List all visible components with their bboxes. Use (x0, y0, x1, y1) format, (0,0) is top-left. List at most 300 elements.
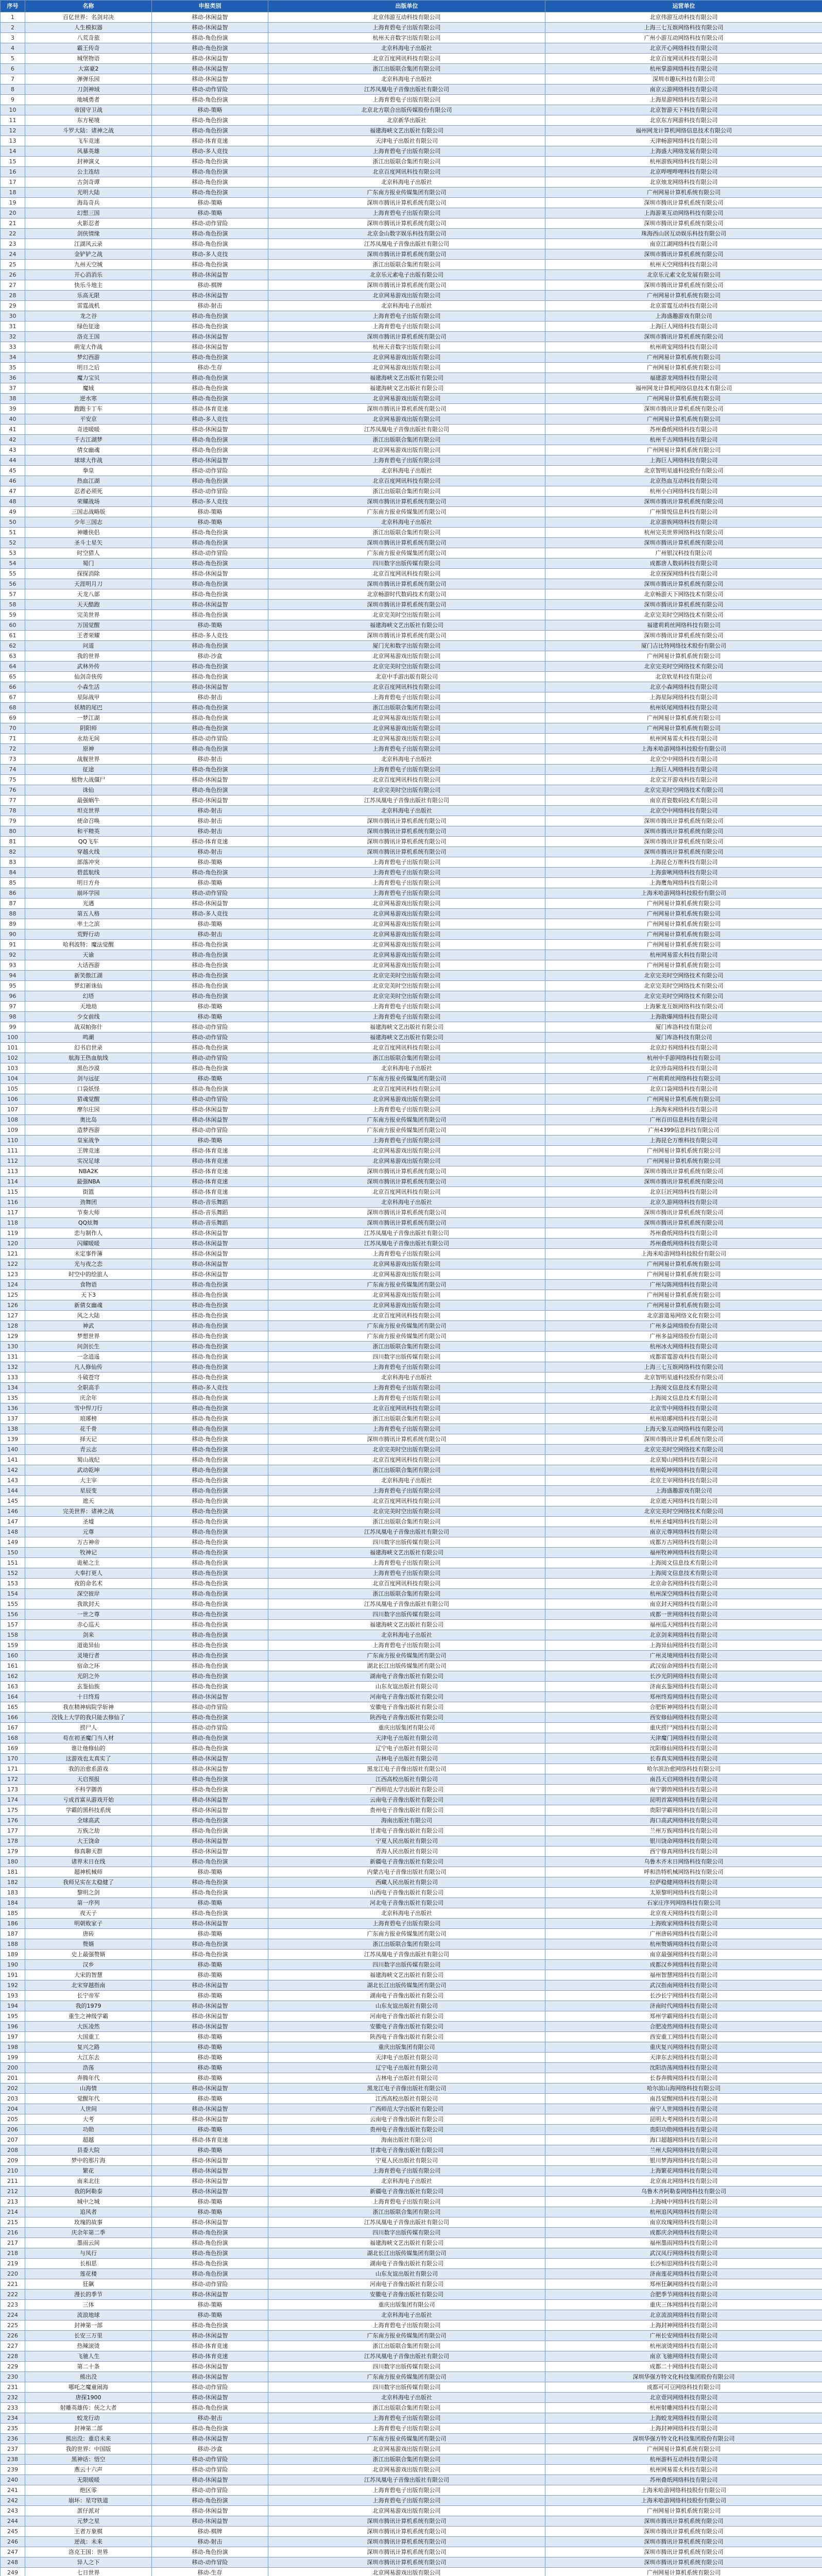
table-row (1, 2290, 822, 2300)
cell-name: 千古江湖梦 (25, 435, 152, 445)
table-row (1, 909, 822, 919)
cell-index: 181 (1, 1867, 25, 1877)
cell-category: 移动-休闲益智 (152, 1259, 268, 1269)
cell-name: 逆水寒 (25, 394, 152, 404)
cell-index: 205 (1, 2114, 25, 2125)
cell-publisher: 北京科海电子出版社 (268, 1197, 545, 1208)
table-row (1, 2001, 822, 2011)
cell-name: 第一序列 (25, 1898, 152, 1908)
cell-publisher: 深圳市腾讯计算机系统有限公司 (268, 631, 545, 641)
cell-publisher: 深圳市腾讯计算机系统有限公司 (268, 1434, 545, 1445)
cell-index: 179 (1, 1846, 25, 1857)
cell-index: 61 (1, 631, 25, 641)
table-row (1, 589, 822, 600)
table-row (1, 878, 822, 888)
cell-publisher: 新疆电子音像出版社有限公司 (268, 2187, 545, 2197)
table-row (1, 1115, 822, 1125)
cell-name: 黑色沙漠 (25, 1063, 152, 1074)
cell-operator: 哈尔滨山海网络科技有限公司 (545, 2083, 822, 2094)
cell-publisher: 北京网易游戏出版有限公司 (268, 1156, 545, 1166)
cell-category: 移动-体育竞速 (152, 1187, 268, 1197)
cell-index: 60 (1, 620, 25, 631)
table-row (1, 1970, 822, 1980)
cell-name: 新倩女幽魂 (25, 1300, 152, 1311)
cell-index: 126 (1, 1300, 25, 1311)
cell-name: 霸王传奇 (25, 43, 152, 54)
cell-operator: 长沙长宁网络科技有限公司 (545, 1991, 822, 2001)
cell-index: 27 (1, 280, 25, 291)
table-row (1, 1950, 822, 1960)
cell-operator: 兰州大院网络科技有限公司 (545, 2145, 822, 2156)
cell-operator: 北京壹同网络科技有限公司 (545, 2393, 822, 2403)
cell-publisher: 天津电子出版社有限公司 (268, 136, 545, 146)
cell-index: 204 (1, 2104, 25, 2114)
cell-publisher: 贵州电子音像出版社有限公司 (268, 1805, 545, 1816)
cell-operator: 广州网易计算机系统有限公司 (545, 2568, 822, 2576)
cell-index: 237 (1, 2444, 25, 2454)
cell-operator: 广州唐砖网络科技有限公司 (545, 1929, 822, 1939)
cell-index: 41 (1, 425, 25, 435)
cell-publisher: 江苏凤凰电子音像出版社有限公司 (268, 1527, 545, 1537)
cell-index: 235 (1, 2424, 25, 2434)
cell-category: 移动-多人竞技 (152, 146, 268, 157)
cell-name: 海岛奇兵 (25, 198, 152, 208)
cell-publisher: 四川数字出版传媒有限公司 (268, 1609, 545, 1620)
cell-publisher: 深圳市腾讯计算机系统有限公司 (268, 2537, 545, 2547)
table-row (1, 1022, 822, 1032)
table-row (1, 115, 822, 126)
cell-index: 225 (1, 2320, 25, 2331)
table-row (1, 1929, 822, 1939)
cell-publisher: 江苏凤凰电子音像出版社有限公司 (268, 425, 545, 435)
cell-operator: 深圳市腾讯计算机系统有限公司 (545, 404, 822, 414)
cell-category: 移动-休闲益智 (152, 1239, 268, 1249)
cell-index: 132 (1, 1362, 25, 1372)
table-row (1, 507, 822, 517)
cell-name: 蜀门 (25, 558, 152, 569)
table-row (1, 1166, 822, 1177)
cell-index: 16 (1, 167, 25, 177)
table-row (1, 600, 822, 610)
cell-index: 202 (1, 2083, 25, 2094)
cell-category: 移动-角色扮演 (152, 868, 268, 878)
cell-name: 八荒奇旅 (25, 33, 152, 43)
cell-category: 移动-射击 (152, 754, 268, 765)
cell-category: 移动-角色扮演 (152, 1857, 268, 1867)
cell-name: 战双帕弥什 (25, 1022, 152, 1032)
cell-index: 72 (1, 744, 25, 754)
cell-name: 最强蜗牛 (25, 795, 152, 806)
cell-index: 151 (1, 1558, 25, 1568)
cell-operator: 武汉宿命网络科技有限公司 (545, 1661, 822, 1671)
cell-name: 光明大陆 (25, 188, 152, 198)
cell-operator: 深圳市腾讯计算机系统有限公司 (545, 1208, 822, 1218)
table-row (1, 734, 822, 744)
cell-category: 移动-角色扮演 (152, 2547, 268, 2557)
cell-name: 崩坏：星穹铁道 (25, 2496, 152, 2506)
cell-publisher: 福建海峡文艺出版社有限公司 (268, 383, 545, 394)
cell-operator: 沈阳修仙网络科技有限公司 (545, 1743, 822, 1754)
table-row (1, 2279, 822, 2290)
cell-operator: 广州网易计算机系统有限公司 (545, 394, 822, 404)
cell-publisher: 重庆出版集团有限公司 (268, 2300, 545, 2310)
cell-name: 王牌竞速 (25, 1146, 152, 1156)
cell-name: 追风者 (25, 2207, 152, 2217)
table-row (1, 2320, 822, 2331)
cell-publisher: 四川数字出版传媒有限公司 (268, 558, 545, 569)
cell-operator: 上海繁花网络科技有限公司 (545, 2166, 822, 2176)
cell-operator: 广州网易计算机系统有限公司 (545, 188, 822, 198)
cell-category: 移动-角色扮演 (152, 1043, 268, 1053)
cell-category: 移动-角色扮演 (152, 1300, 268, 1311)
cell-publisher: 上海育碧电子出版有限公司 (268, 1568, 545, 1579)
table-row (1, 981, 822, 991)
cell-name: 摩尔庄园 (25, 1105, 152, 1115)
cell-name: 长安三万里 (25, 2331, 152, 2341)
cell-operator: 乌鲁木齐阿勒泰网络科技有限公司 (545, 2187, 822, 2197)
cell-category: 移动-策略 (152, 2145, 268, 2156)
cell-index: 161 (1, 1661, 25, 1671)
cell-name: 风之大陆 (25, 1311, 152, 1321)
cell-publisher: 广东南方报业传媒集团有限公司 (268, 2331, 545, 2341)
cell-publisher: 北京科海电子出版社 (268, 2176, 545, 2187)
cell-name: 逆战：未来 (25, 2537, 152, 2547)
cell-publisher: 广东南方报业传媒集团有限公司 (268, 1651, 545, 1661)
table-row (1, 971, 822, 981)
cell-name: 牧神记 (25, 1548, 152, 1558)
table-row (1, 2022, 822, 2032)
table-row (1, 2331, 822, 2341)
cell-operator: 深圳华强方特文化科技集团股份有限公司 (545, 2372, 822, 2382)
cell-name: 元尊 (25, 1527, 152, 1537)
cell-publisher: 黑龙江电子音像出版社有限公司 (268, 2083, 545, 2094)
cell-index: 195 (1, 2011, 25, 2022)
cell-category: 移动-角色扮演 (152, 229, 268, 239)
cell-category: 移动-策略 (152, 1867, 268, 1877)
cell-name: 绿色征途 (25, 321, 152, 332)
cell-name: 幻想三国 (25, 208, 152, 218)
cell-publisher: 宁夏人民出版社有限公司 (268, 2156, 545, 2166)
table-row (1, 332, 822, 342)
cell-publisher: 山东友谊出版社有限公司 (268, 1682, 545, 1692)
cell-operator: 上海米哈游网络科技股份有限公司 (545, 2496, 822, 2506)
table-row (1, 43, 822, 54)
cell-category: 移动-角色扮演 (152, 538, 268, 548)
cell-operator: 北京乐元素文化发展有限公司 (545, 270, 822, 280)
cell-operator: 上海鹰角网络科技有限公司 (545, 878, 822, 888)
cell-operator: 北京空中网络科技有限公司 (545, 754, 822, 765)
cell-name: 夜天子 (25, 1908, 152, 1919)
cell-category: 移动-策略 (152, 1136, 268, 1146)
table-row (1, 899, 822, 909)
cell-name: 狂飙 (25, 2279, 152, 2290)
cell-publisher: 北京网易游戏出版有限公司 (268, 394, 545, 404)
cell-operator: 广州网易计算机系统有限公司 (545, 960, 822, 971)
cell-category: 移动-角色扮演 (152, 940, 268, 950)
table-row (1, 167, 822, 177)
cell-index: 140 (1, 1445, 25, 1455)
cell-category: 移动-角色扮演 (152, 1671, 268, 1682)
cell-index: 135 (1, 1393, 25, 1403)
table-row (1, 239, 822, 249)
cell-operator: 深圳市腾讯计算机系统有限公司 (545, 826, 822, 837)
cell-category: 移动-休闲益智 (152, 2104, 268, 2114)
table-row (1, 1094, 822, 1105)
cell-name: 探探消除 (25, 569, 152, 579)
table-row (1, 1228, 822, 1239)
cell-name: 赤心巡天 (25, 1620, 152, 1630)
cell-index: 47 (1, 486, 25, 497)
cell-operator: 石家庄序列网络科技有限公司 (545, 1898, 822, 1908)
cell-publisher: 辽宁电子出版社有限公司 (268, 1743, 545, 1754)
cell-operator: 深圳市腾讯计算机系统有限公司 (545, 600, 822, 610)
cell-index: 69 (1, 713, 25, 723)
cell-publisher: 北京网易游戏出版有限公司 (268, 1259, 545, 1269)
cell-publisher: 深圳市腾讯计算机系统有限公司 (268, 837, 545, 847)
cell-operator: 杭州冰火网络科技有限公司 (545, 1342, 822, 1352)
cell-name: 雪中悍刀行 (25, 1403, 152, 1414)
table-row (1, 146, 822, 157)
table-row (1, 2197, 822, 2207)
table-row (1, 208, 822, 218)
cell-operator: 上海封神网络科技有限公司 (545, 2320, 822, 2331)
table-row (1, 919, 822, 929)
cell-operator: 北京主宰网络科技有限公司 (545, 1476, 822, 1486)
cell-category: 移动-动作冒险 (152, 2465, 268, 2475)
table-row (1, 2527, 822, 2537)
cell-publisher: 北京网易游戏出版有限公司 (268, 291, 545, 301)
cell-name: 古剑奇谭 (25, 177, 152, 188)
cell-category: 移动-休闲益智 (152, 2362, 268, 2372)
cell-operator: 广州网易计算机系统有限公司 (545, 713, 822, 723)
cell-category: 移动-角色扮演 (152, 352, 268, 363)
cell-index: 109 (1, 1125, 25, 1136)
cell-publisher: 深圳市腾讯计算机系统有限公司 (268, 497, 545, 507)
cell-operator: 上海阅文信息技术有限公司 (545, 1393, 822, 1403)
cell-name: 梦幻新诛仙 (25, 981, 152, 991)
cell-category: 移动-角色扮演 (152, 321, 268, 332)
cell-publisher: 浙江出版联合集团有限公司 (268, 260, 545, 270)
cell-operator: 广州银汉科技有限公司 (545, 548, 822, 558)
cell-index: 22 (1, 229, 25, 239)
cell-operator: 深圳市腾讯计算机系统有限公司 (545, 538, 822, 548)
cell-name: 漫长的季节 (25, 2290, 152, 2300)
cell-category: 移动-动作冒险 (152, 548, 268, 558)
table-row (1, 1300, 822, 1311)
cell-category: 移动-休闲益智 (152, 2393, 268, 2403)
cell-publisher: 四川数字出版传媒有限公司 (268, 1537, 545, 1548)
cell-index: 218 (1, 2248, 25, 2259)
cell-name: 城中之城 (25, 2197, 152, 2207)
cell-name: 人世间 (25, 2104, 152, 2114)
cell-operator: 深圳市腾讯计算机系统有限公司 (545, 2547, 822, 2557)
cell-publisher: 广东南方报业传媒集团有限公司 (268, 1125, 545, 1136)
table-row (1, 765, 822, 775)
table-row (1, 2145, 822, 2156)
cell-operator: 沈阳浩荡网络科技有限公司 (545, 2063, 822, 2073)
cell-index: 33 (1, 342, 25, 352)
cell-publisher: 四川数字出版传媒有限公司 (268, 2362, 545, 2372)
table-row (1, 404, 822, 414)
cell-publisher: 北京网易游戏出版有限公司 (268, 1269, 545, 1280)
cell-publisher: 北京百度网讯科技有限公司 (268, 1043, 545, 1053)
cell-operator: 海口超越网络科技有限公司 (545, 2135, 822, 2145)
cell-index: 43 (1, 445, 25, 455)
cell-index: 223 (1, 2300, 25, 2310)
cell-publisher: 四川数字出版传媒有限公司 (268, 1352, 545, 1362)
cell-name: 跑跑卡丁车 (25, 404, 152, 414)
cell-category: 移动-休闲益智 (152, 2516, 268, 2527)
cell-index: 82 (1, 847, 25, 857)
cell-category: 移动-体育竞速 (152, 2341, 268, 2351)
table-row (1, 620, 822, 631)
table-row (1, 218, 822, 229)
cell-name: 射雕英雄传：侠之大者 (25, 2403, 152, 2413)
cell-index: 170 (1, 1754, 25, 1764)
cell-name: 风暴英雄 (25, 146, 152, 157)
cell-category: 移动-休闲益智 (152, 2331, 268, 2341)
cell-publisher: 陕西电子音像出版社有限公司 (268, 2032, 545, 2042)
cell-category: 移动-休闲益智 (152, 1836, 268, 1846)
cell-name: 金铲铲之战 (25, 249, 152, 260)
cell-operator: 厦门库洛科技有限公司 (545, 1032, 822, 1043)
cell-name: 未定事件簿 (25, 1249, 152, 1259)
cell-index: 155 (1, 1599, 25, 1609)
cell-index: 226 (1, 2331, 25, 2341)
cell-index: 104 (1, 1074, 25, 1084)
cell-category: 移动-多人竞技 (152, 1383, 268, 1393)
cell-name: 玄鉴仙族 (25, 1682, 152, 1692)
cell-index: 147 (1, 1517, 25, 1527)
table-row (1, 1805, 822, 1816)
cell-category: 移动-角色扮演 (152, 971, 268, 981)
cell-category: 移动-策略 (152, 2053, 268, 2063)
cell-name: 浩荡 (25, 2063, 152, 2073)
cell-publisher: 上海育碧电子出版有限公司 (268, 146, 545, 157)
cell-name: 圣斗士星矢 (25, 538, 152, 548)
cell-index: 88 (1, 909, 25, 919)
cell-category: 移动-动作冒险 (152, 486, 268, 497)
cell-category: 移动-音乐舞蹈 (152, 1218, 268, 1228)
cell-name: 江湖风云录 (25, 239, 152, 249)
cell-operator: 深圳市腾讯计算机系统有限公司 (545, 847, 822, 857)
cell-name: 万古神帝 (25, 1537, 152, 1548)
cell-name: 大宋的智慧 (25, 1970, 152, 1980)
cell-name: 捞尸人 (25, 1723, 152, 1733)
cell-publisher: 北京完美时空出版有限公司 (268, 610, 545, 620)
cell-publisher: 福建海峡文艺出版社有限公司 (268, 2238, 545, 2248)
cell-category: 移动-动作冒险 (152, 2279, 268, 2290)
cell-category: 移动-多人竞技 (152, 249, 268, 260)
cell-operator: 贵阳功勋网络科技有限公司 (545, 2125, 822, 2135)
cell-name: 快乐斗地主 (25, 280, 152, 291)
cell-name: 天启预报 (25, 1774, 152, 1785)
cell-publisher: 西藏人民出版社有限公司 (268, 1877, 545, 1888)
table-row (1, 1506, 822, 1517)
cell-category: 移动-角色扮演 (152, 1640, 268, 1651)
cell-name: 大医凌然 (25, 2022, 152, 2032)
cell-category: 移动-角色扮演 (152, 373, 268, 383)
table-row (1, 929, 822, 940)
cell-operator: 南京江湖网络科技有限公司 (545, 239, 822, 249)
cell-index: 243 (1, 2506, 25, 2516)
cell-category: 移动-多人竞技 (152, 631, 268, 641)
cell-publisher: 江苏凤凰电子音像出版社有限公司 (268, 795, 545, 806)
cell-name: 学霸的黑科技系统 (25, 1805, 152, 1816)
table-row (1, 1002, 822, 1012)
cell-publisher: 深圳市腾讯计算机系统有限公司 (268, 1177, 545, 1187)
cell-category: 移动-休闲益智 (152, 74, 268, 84)
cell-category: 移动-休闲益智 (152, 1980, 268, 1991)
table-row (1, 177, 822, 188)
table-row (1, 311, 822, 321)
cell-category: 移动-休闲益智 (152, 1269, 268, 1280)
cell-index: 48 (1, 497, 25, 507)
cell-category: 移动-动作冒险 (152, 2382, 268, 2393)
table-row (1, 2362, 822, 2372)
cell-category: 移动-角色扮演 (152, 703, 268, 713)
cell-operator: 北京小森网络科技有限公司 (545, 682, 822, 692)
table-row (1, 1743, 822, 1754)
cell-category: 移动-角色扮演 (152, 723, 268, 734)
cell-publisher: 浙江出版联合集团有限公司 (268, 1939, 545, 1950)
table-row (1, 1527, 822, 1537)
col-header-operator: 运营单位 (545, 1, 822, 12)
cell-name: 魔域 (25, 383, 152, 394)
cell-index: 244 (1, 2516, 25, 2527)
cell-name: 三国志战略版 (25, 507, 152, 517)
cell-category: 移动-角色扮演 (152, 1403, 268, 1414)
cell-index: 200 (1, 2063, 25, 2073)
table-row (1, 373, 822, 383)
cell-category: 移动-角色扮演 (152, 1517, 268, 1527)
cell-index: 125 (1, 1290, 25, 1300)
cell-operator: 北京口袋网络科技有限公司 (545, 1084, 822, 1094)
table-row (1, 795, 822, 806)
cell-name: 地城勇者 (25, 95, 152, 105)
cell-operator: 上海米哈游网络科技股份有限公司 (545, 888, 822, 899)
table-row (1, 2341, 822, 2351)
cell-operator: 深圳市腾讯计算机系统有限公司 (545, 579, 822, 589)
table-row (1, 868, 822, 878)
cell-index: 149 (1, 1537, 25, 1548)
cell-operator: 上海败家网络科技有限公司 (545, 1919, 822, 1929)
cell-category: 移动-休闲益智 (152, 2475, 268, 2485)
cell-category: 移动-角色扮演 (152, 589, 268, 600)
cell-index: 23 (1, 239, 25, 249)
table-row (1, 2496, 822, 2506)
cell-publisher: 北京完美时空出版有限公司 (268, 662, 545, 672)
table-row (1, 744, 822, 754)
cell-category: 移动-动作冒险 (152, 84, 268, 95)
cell-category: 移动-角色扮演 (152, 1290, 268, 1300)
cell-publisher: 河南电子音像出版社有限公司 (268, 1692, 545, 1702)
cell-index: 93 (1, 960, 25, 971)
cell-name: 玫瑰的故事 (25, 2217, 152, 2228)
table-row (1, 126, 822, 136)
cell-index: 103 (1, 1063, 25, 1074)
table-row (1, 1661, 822, 1671)
cell-index: 246 (1, 2537, 25, 2547)
cell-index: 138 (1, 1424, 25, 1434)
cell-publisher: 深圳市腾讯计算机系统有限公司 (268, 404, 545, 414)
cell-operator: 厦门吉比特网络技术股份有限公司 (545, 641, 822, 651)
cell-operator: 北京探探网络科技有限公司 (545, 569, 822, 579)
table-row (1, 2104, 822, 2114)
cell-category: 移动-休闲益智 (152, 1919, 268, 1929)
cell-index: 102 (1, 1053, 25, 1063)
cell-name: 功勋 (25, 2125, 152, 2135)
